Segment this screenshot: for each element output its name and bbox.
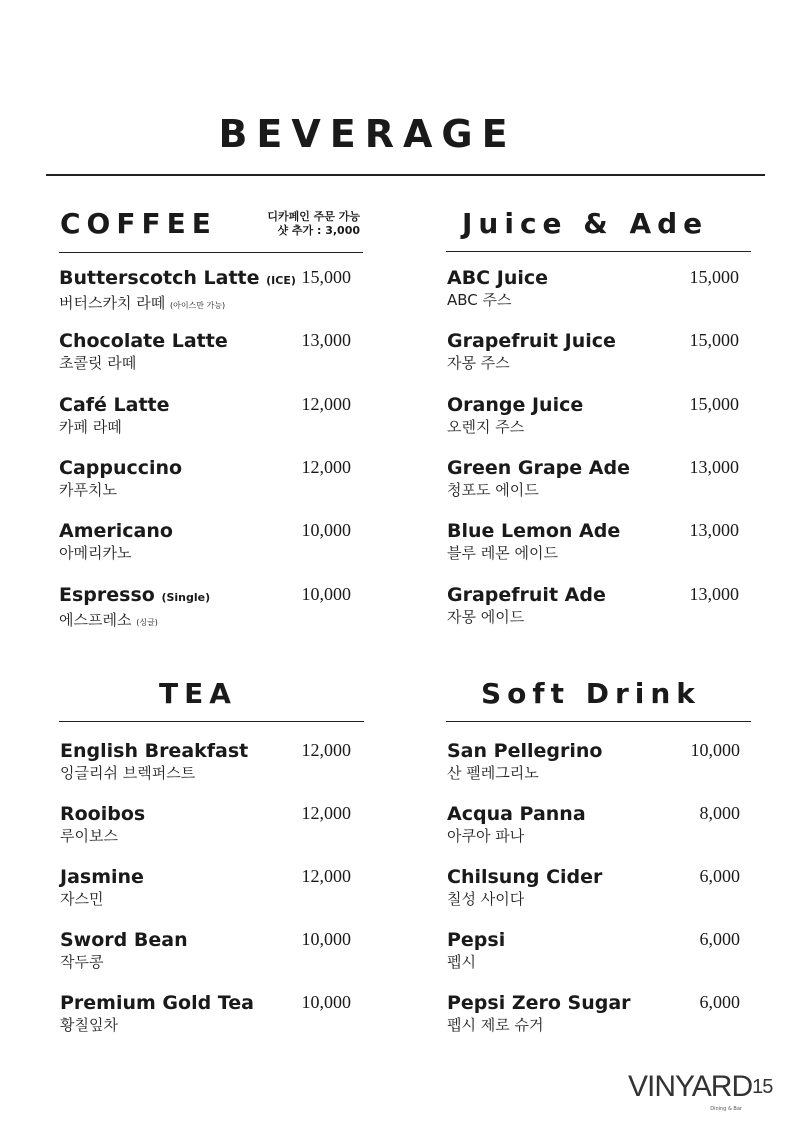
menu-item bbox=[447, 329, 616, 373]
item-name-en-text: Pepsi bbox=[447, 929, 506, 951]
coffee-divider bbox=[59, 252, 363, 253]
item-price: 15,000 bbox=[689, 330, 739, 350]
item-price: 10,000 bbox=[690, 740, 740, 760]
soft-drink-divider bbox=[446, 721, 751, 722]
item-name-en-text: Grapefruit Juice bbox=[447, 330, 616, 352]
item-name-en-text: English Breakfast bbox=[60, 740, 249, 762]
item-name-ko bbox=[60, 826, 145, 846]
item-name-en-text: Cappuccino bbox=[59, 457, 183, 479]
logo-suffix: 15 bbox=[752, 1076, 773, 1098]
item-name-ko-text: 산 펠레그리노 bbox=[447, 764, 539, 782]
menu-item bbox=[447, 739, 602, 783]
item-name-ko-text: 칠성 사이다 bbox=[447, 890, 525, 908]
item-name-en-text: Grapefruit Ade bbox=[447, 584, 606, 606]
item-name-en-text: Orange Juice bbox=[447, 394, 584, 416]
item-name-en-text: Americano bbox=[59, 520, 173, 542]
item-name-en bbox=[60, 865, 144, 889]
item-name-en-text: Sword Bean bbox=[60, 929, 188, 951]
item-name-en bbox=[447, 519, 620, 543]
item-name-ko-text: 에스프레소 bbox=[59, 611, 132, 629]
item-price: 12,000 bbox=[301, 803, 351, 823]
item-name-ko bbox=[447, 889, 602, 909]
item-name-en-text: Chilsung Cider bbox=[447, 866, 603, 888]
item-name-en bbox=[60, 928, 188, 952]
item-name-ko-text: 카페 라떼 bbox=[59, 418, 122, 436]
item-price: 10,000 bbox=[301, 992, 351, 1012]
item-name-en bbox=[447, 329, 616, 353]
juice-heading: Juice & Ade bbox=[462, 207, 709, 240]
item-price: 13,000 bbox=[301, 330, 351, 350]
logo-text: VINYARD bbox=[628, 1070, 753, 1103]
item-name-ko bbox=[447, 417, 583, 437]
item-name-en bbox=[447, 802, 586, 826]
vinyard-logo bbox=[628, 1070, 773, 1114]
item-price: 8,000 bbox=[699, 803, 740, 823]
juice-divider bbox=[446, 251, 751, 252]
item-name-en bbox=[59, 393, 170, 417]
item-name-en bbox=[447, 266, 548, 290]
menu-item bbox=[447, 456, 630, 500]
item-name-ko bbox=[447, 607, 606, 627]
item-name-ko-text: 루이보스 bbox=[60, 827, 118, 845]
item-price: 10,000 bbox=[301, 520, 351, 540]
item-name-en-note: (Single) bbox=[161, 591, 211, 604]
coffee-heading: COFFEE bbox=[60, 207, 217, 240]
item-name-ko bbox=[59, 610, 210, 633]
menu-item bbox=[59, 329, 228, 373]
item-name-ko bbox=[59, 417, 170, 437]
item-name-en bbox=[60, 991, 254, 1015]
shot-note: 샷 추가 : 3,000 bbox=[277, 224, 360, 237]
item-price: 6,000 bbox=[699, 992, 740, 1012]
item-name-en bbox=[59, 266, 296, 293]
item-price: 15,000 bbox=[301, 267, 351, 287]
item-name-en bbox=[447, 991, 631, 1015]
item-name-en bbox=[60, 739, 248, 763]
item-price: 10,000 bbox=[301, 584, 351, 604]
item-name-ko-text: 펩시 제로 슈거 bbox=[447, 1016, 544, 1034]
soft-drink-heading: Soft Drink bbox=[481, 677, 701, 710]
item-name-en-text: ABC Juice bbox=[447, 267, 549, 289]
item-price: 12,000 bbox=[301, 457, 351, 477]
item-name-ko-text: 카푸치노 bbox=[59, 481, 117, 499]
item-name-ko-text: 청포도 에이드 bbox=[447, 481, 539, 499]
item-price: 15,000 bbox=[689, 267, 739, 287]
menu-item bbox=[60, 739, 248, 783]
item-price: 13,000 bbox=[689, 584, 739, 604]
item-name-en-text: Rooibos bbox=[60, 803, 146, 825]
menu-item bbox=[447, 266, 548, 310]
item-name-en-text: Pepsi Zero Sugar bbox=[447, 992, 631, 1014]
menu-item bbox=[60, 991, 254, 1035]
item-name-en bbox=[59, 519, 173, 543]
item-price: 6,000 bbox=[699, 929, 740, 949]
item-name-ko bbox=[447, 543, 620, 563]
item-name-en-text: San Pellegrino bbox=[447, 740, 603, 762]
item-name-en-text: Espresso bbox=[59, 584, 155, 606]
menu-item bbox=[59, 456, 182, 500]
item-price: 6,000 bbox=[699, 866, 740, 886]
item-name-en-text: Acqua Panna bbox=[447, 803, 586, 825]
item-price: 13,000 bbox=[689, 520, 739, 540]
menu-item bbox=[447, 393, 583, 437]
item-name-ko-text: ABC 주스 bbox=[447, 291, 512, 309]
menu-item bbox=[60, 928, 188, 972]
menu-item bbox=[447, 865, 602, 909]
item-name-ko-note: (싱글) bbox=[136, 618, 158, 627]
item-name-ko-text: 황칠잎차 bbox=[60, 1016, 118, 1034]
item-price: 12,000 bbox=[301, 740, 351, 760]
item-name-en bbox=[447, 456, 630, 480]
item-name-en bbox=[60, 802, 145, 826]
item-name-ko bbox=[59, 293, 296, 316]
item-name-en bbox=[59, 329, 228, 353]
item-name-ko bbox=[447, 826, 586, 846]
item-price: 12,000 bbox=[301, 866, 351, 886]
menu-item bbox=[59, 393, 170, 437]
item-name-ko bbox=[447, 952, 505, 972]
item-name-en-text: Blue Lemon Ade bbox=[447, 520, 621, 542]
item-name-ko-text: 펩시 bbox=[447, 953, 476, 971]
item-name-ko bbox=[447, 480, 630, 500]
tea-heading: TEA bbox=[159, 677, 237, 710]
item-name-ko bbox=[447, 763, 602, 783]
item-name-en-text: Premium Gold Tea bbox=[60, 992, 254, 1014]
menu-item bbox=[447, 802, 586, 846]
item-name-ko bbox=[60, 1015, 254, 1035]
item-name-ko-text: 블루 레몬 에이드 bbox=[447, 544, 558, 562]
item-name-ko-text: 잉글리쉬 브렉퍼스트 bbox=[60, 764, 196, 782]
item-name-en-text: Jasmine bbox=[60, 866, 144, 888]
menu-item bbox=[59, 519, 173, 563]
item-name-ko-text: 초콜릿 라떼 bbox=[59, 354, 137, 372]
item-name-en bbox=[447, 739, 602, 763]
item-name-ko bbox=[59, 480, 182, 500]
item-name-en-text: Green Grape Ade bbox=[447, 457, 630, 479]
menu-item bbox=[59, 266, 296, 316]
item-name-ko-text: 작두콩 bbox=[60, 953, 104, 971]
item-name-en bbox=[59, 583, 210, 610]
item-name-ko bbox=[60, 889, 144, 909]
menu-item bbox=[59, 583, 210, 633]
item-name-ko-text: 아메리카노 bbox=[59, 544, 132, 562]
menu-item bbox=[60, 865, 144, 909]
menu-item bbox=[447, 519, 620, 563]
tea-divider bbox=[59, 721, 364, 722]
item-name-ko bbox=[447, 290, 548, 310]
item-name-en bbox=[59, 456, 182, 480]
item-name-ko-text: 버터스카치 라떼 bbox=[59, 294, 166, 312]
item-price: 15,000 bbox=[689, 394, 739, 414]
item-name-ko bbox=[59, 543, 173, 563]
item-name-ko bbox=[60, 763, 248, 783]
item-price: 13,000 bbox=[689, 457, 739, 477]
item-name-ko-text: 아쿠아 파나 bbox=[447, 827, 525, 845]
menu-item bbox=[447, 991, 631, 1035]
coffee-note bbox=[267, 210, 360, 238]
item-name-ko-text: 자몽 주스 bbox=[447, 354, 510, 372]
item-name-en bbox=[447, 928, 505, 952]
item-name-ko bbox=[447, 1015, 631, 1035]
item-name-en bbox=[447, 865, 602, 889]
menu-item bbox=[60, 802, 145, 846]
menu-item bbox=[447, 583, 606, 627]
item-name-en-note: (ICE) bbox=[266, 274, 296, 287]
item-name-en bbox=[447, 583, 606, 607]
logo-subtitle: Dining & Bar bbox=[710, 1106, 742, 1112]
item-name-ko-text: 자스민 bbox=[60, 890, 104, 908]
item-name-en-text: Butterscotch Latte bbox=[59, 267, 260, 289]
item-name-ko bbox=[59, 353, 228, 373]
decaf-note: 디카페인 주문 가능 bbox=[267, 210, 360, 223]
item-name-en bbox=[447, 393, 583, 417]
item-name-ko-note: (아이스만 가능) bbox=[169, 301, 226, 310]
item-name-en-text: Café Latte bbox=[59, 394, 170, 416]
item-name-ko-text: 자몽 에이드 bbox=[447, 608, 525, 626]
item-name-ko-text: 오렌지 주스 bbox=[447, 418, 525, 436]
item-price: 10,000 bbox=[301, 929, 351, 949]
item-name-ko bbox=[447, 353, 616, 373]
page-title: BEVERAGE bbox=[218, 112, 517, 156]
menu-item bbox=[447, 928, 505, 972]
item-name-ko bbox=[60, 952, 188, 972]
title-divider bbox=[46, 174, 765, 176]
item-name-en-text: Chocolate Latte bbox=[59, 330, 228, 352]
item-price: 12,000 bbox=[301, 394, 351, 414]
